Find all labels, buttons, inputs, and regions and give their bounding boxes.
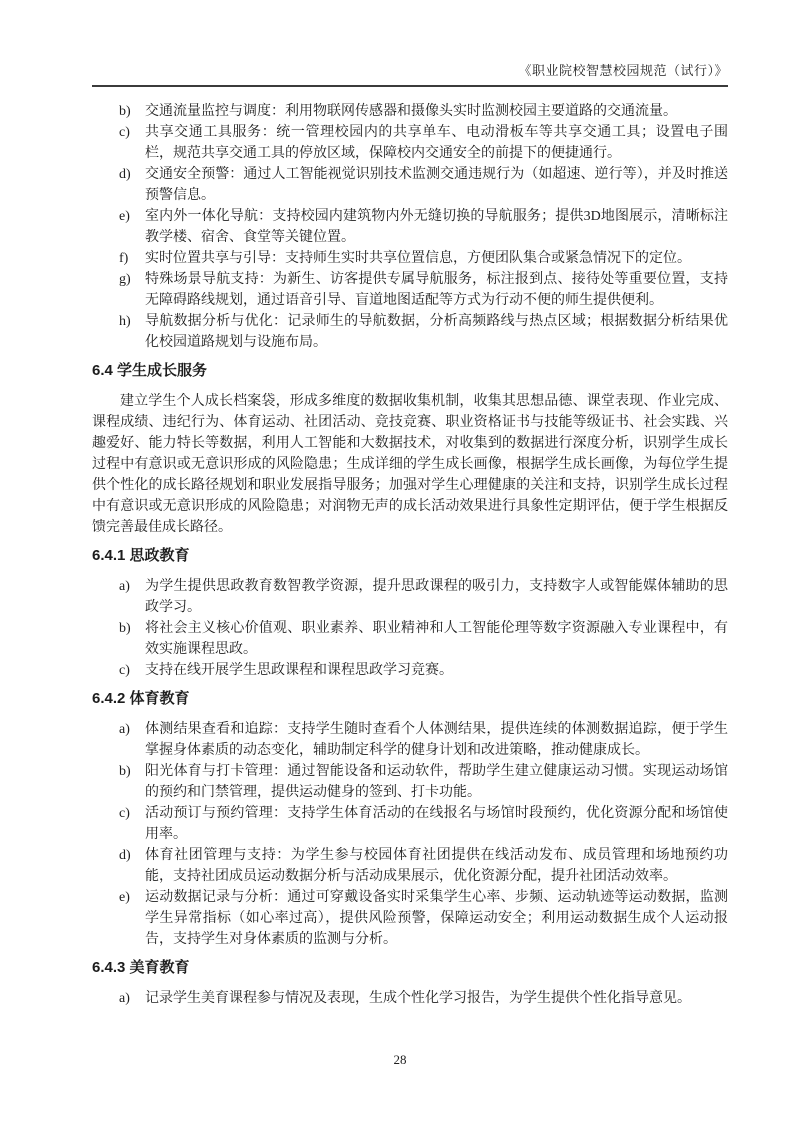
list-item-label: b) (119, 104, 131, 119)
heading-6-4-3: 6.4.3 美育教育 (92, 959, 190, 976)
list-item (92, 660, 728, 681)
list-item-text: 交通安全预警：通过人工智能视觉识别技术监测交通违规行为（如超速、逆行等），并及时推送预警信息。 (145, 167, 728, 203)
document-title: 《职业院校智慧校园规范（试行）》 (518, 63, 728, 78)
list-item-text: 记录学生美育课程参与情况及表现，生成个性化学习报告，为学生提供个性化指导意见。 (145, 991, 691, 1006)
list-item (92, 618, 728, 660)
list-traffic-and-navigation (92, 101, 728, 353)
list-item-label: a) (119, 722, 130, 737)
list-item (92, 164, 728, 206)
page-footer (0, 1052, 800, 1068)
list-item-label: d) (119, 167, 131, 182)
list-item (92, 845, 728, 887)
paragraph-student-growth: 建立学生个人成长档案袋，形成多维度的数据收集机制，收集其思想品德、课堂表现、作业完成、课程成绩、违纪行为、体育运动、社团活动、竞技竞赛、职业资格证书与技能等级证书、社会实践、兴趣爱好、能力特长等数据，利用人工智能和大数据技术，对收集到的数据进行深度分析，识别学生成长过程中有意识或无意识形成的风险隐患；生成详细的学生成长画像，根据学生成长画像，为每位学生提供个性化的成长路径规划和职业发展指导服务；加强对学生心理健康的关注和支持，识别学生成长过程中有意识或无意识形成的风险隐患；对润物无声的成长活动效果进行具象性定期评估，便于学生根据反馈完善最佳成长路径。 (92, 394, 728, 535)
list-item-label: g) (119, 272, 131, 287)
list-item (92, 988, 728, 1009)
list-item (92, 803, 728, 845)
heading-6-4-2: 6.4.2 体育教育 (92, 690, 190, 707)
list-item-label: a) (119, 991, 130, 1006)
list-item (92, 101, 728, 122)
header-rule (92, 85, 728, 87)
list-item (92, 269, 728, 311)
page-body (92, 101, 728, 1009)
list-item (92, 311, 728, 353)
list-item (92, 719, 728, 761)
page-header (92, 0, 728, 87)
list-item-text: 室内外一体化导航：支持校园内建筑物内外无缝切换的导航服务；提供3D地图展示，清晰标注教学楼、宿舍、食堂等关键位置。 (145, 209, 728, 245)
page-number: 28 (393, 1052, 407, 1067)
list-item (92, 248, 728, 269)
list-item-text: 体育社团管理与支持：为学生参与校园体育社团提供在线活动发布、成员管理和场地预约功能，支持社团成员运动数据分析与活动成果展示，优化资源分配，提升社团活动效率。 (145, 848, 728, 884)
list-item-label: c) (119, 663, 130, 678)
list-item (92, 887, 728, 950)
list-item-text: 阳光体育与打卡管理：通过智能设备和运动软件，帮助学生建立健康运动习惯。实现运动场馆的预约和门禁管理，提供运动健身的签到、打卡功能。 (145, 764, 728, 800)
list-item (92, 576, 728, 618)
list-item-text: 共享交通工具服务：统一管理校园内的共享单车、电动滑板车等共享交通工具；设置电子围栏，规范共享交通工具的停放区域，保障校内交通安全的前提下的便捷通行。 (145, 125, 728, 161)
list-item-text: 导航数据分析与优化：记录师生的导航数据，分析高频路线与热点区域；根据数据分析结果优化校园道路规划与设施布局。 (145, 314, 728, 350)
list-item-label: c) (119, 806, 130, 821)
list-item-label: a) (119, 579, 130, 594)
list-item-label: b) (119, 764, 131, 779)
list-item-label: b) (119, 621, 131, 636)
list-item-text: 为学生提供思政教育数智教学资源，提升思政课程的吸引力，支持数字人或智能媒体辅助的思政学习。 (145, 579, 728, 615)
heading-6-4: 6.4 学生成长服务 (92, 362, 208, 379)
list-item-text: 将社会主义核心价值观、职业素养、职业精神和人工智能伦理等数字资源融入专业课程中，有效实施课程思政。 (145, 621, 728, 657)
list-item (92, 122, 728, 164)
heading-6-4-1: 6.4.1 思政教育 (92, 547, 190, 564)
list-item-text: 特殊场景导航支持：为新生、访客提供专属导航服务，标注报到点、接待处等重要位置，支持无障碍路线规划，通过语音引导、盲道地图适配等方式为行动不便的师生提供便利。 (145, 272, 728, 308)
list-item-text: 交通流量监控与调度：利用物联网传感器和摄像头实时监测校园主要道路的交通流量。 (145, 104, 677, 119)
list-item-label: d) (119, 848, 131, 863)
list-item-label: f) (119, 251, 129, 266)
list-item-text: 运动数据记录与分析：通过可穿戴设备实时采集学生心率、步频、运动轨迹等运动数据，监测学生异常指标（如心率过高），提供风险预警，保障运动安全；利用运动数据生成个人运动报告，支持学生对身体素质的监测与分析。 (145, 890, 728, 947)
list-item-text: 支持在线开展学生思政课程和课程思政学习竞赛。 (145, 663, 453, 678)
list-item-text: 体测结果查看和追踪：支持学生随时查看个人体测结果，提供连续的体测数据追踪，便于学生掌握身体素质的动态变化，辅助制定科学的健身计划和改进策略，推动健康成长。 (145, 722, 728, 758)
list-item-label: c) (119, 125, 130, 140)
list-item-label: h) (119, 314, 131, 329)
list-item-label: e) (119, 890, 130, 905)
list-item (92, 761, 728, 803)
list-item-label: e) (119, 209, 130, 224)
list-item-text: 实时位置共享与引导：支持师生实时共享位置信息，方便团队集合或紧急情况下的定位。 (145, 251, 691, 266)
list-item-text: 活动预订与预约管理：支持学生体育活动的在线报名与场馆时段预约，优化资源分配和场馆使用率。 (145, 806, 728, 842)
list-aesthetic-education (92, 988, 728, 1009)
list-ideological-education (92, 576, 728, 681)
list-physical-education (92, 719, 728, 950)
list-item (92, 206, 728, 248)
